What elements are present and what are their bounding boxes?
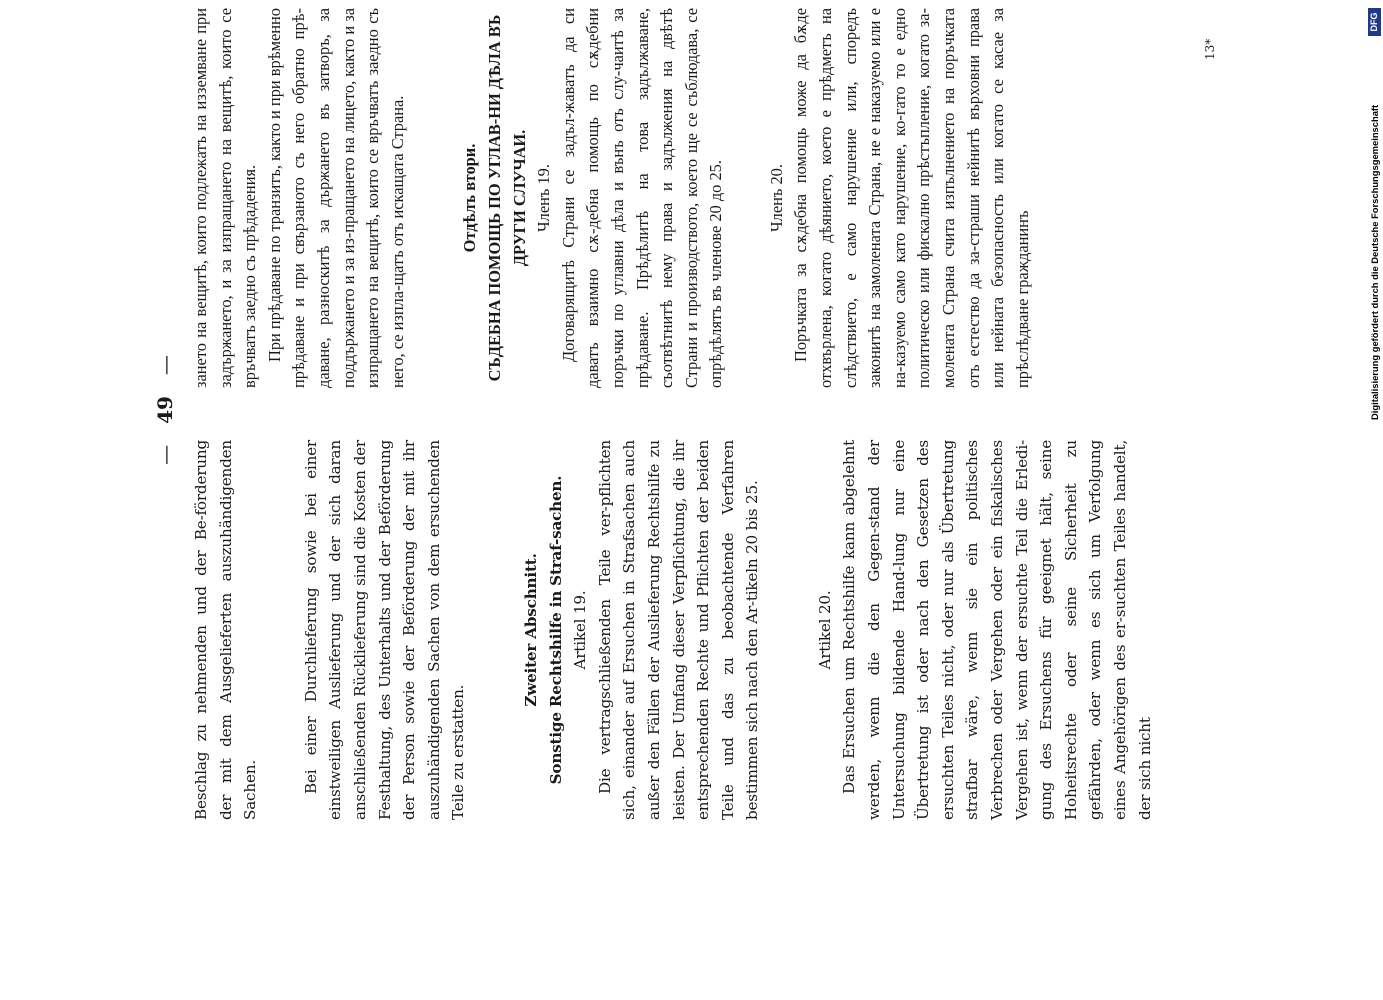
bulgarian-article-20-text: Поръчката за сѫдебна помощь може да бѫде отхвърлена, когато дѣянието, което е прѣдметъ на слѣдствието, е само нарушение или, споредъ законитѣ на замолената Страна, не е наказуемо или е на-казуемо само като нарушение, ко-гато то е едно политическо или фискално прѣстъпление, когато за-молената Страна счита изпълнението на поръчката отъ естество да за-страши нейнитѣ върховни права или нейната безопасность или когато се касае за прѣслѣдване гражданинъ	[791, 8, 1032, 388]
german-section-heading: Zweiter Abschnitt.	[521, 553, 540, 707]
bulgarian-section-heading: Отдѣлъ втори.	[460, 143, 480, 253]
dfg-logo-text: DFG	[1369, 12, 1379, 32]
german-section-title: Sonstige Rechtshilfe in Straf-sachen.	[546, 475, 565, 785]
page-header	[145, 0, 185, 820]
bulgarian-paragraph-2: При прѣдаване по транзитъ, както и при врѣменно прѣдаване и при свързаното съ него обратно прѣ-даване, разноскитѣ за държането въ затворъ, за поддържането и за из-пращането на лицето, както и за изпращането на вещитѣ, които се връчватъ заедно съ него, се изпла-щатъ отъ искащата Страна.	[264, 8, 407, 388]
german-article-19-heading: Artikel 19.	[571, 590, 590, 670]
page-number: 49	[153, 396, 177, 424]
german-paragraph-2: Bei einer Durchlieferung sowie bei einer einstweiligen Auslieferung und der sich daran anschließenden Rücklieferung sind die Kosten der Festhaltung, des Unterhalts und der Beförderung der Person sowie der Beförderung der mit ihr auszuhändigenden Sachen von dem ersuchenden Teile zu erstatten.	[301, 440, 468, 820]
dfg-logo-icon	[1368, 8, 1381, 36]
german-article-20-text: Das Ersuchen um Rechtshilfe kann abgelehnt werden, wenn die den Gegen-stand der Untersuchung bildende Hand-lung nur eine Übertretung ist oder nach den Gesetzen des ersuchten Teiles nicht, oder nur als Übertretung strafbar wäre, wenn sie ein politisches Verbrechen oder Vergehen oder ein fiskalisches Vergehen ist, wenn der ersuchte Teil die Erledi-gung des Ersuchens für geeignet hält, seine Hoheitsrechte oder seine Sicherheit zu gefährden, oder wenn es sich um Verfolgung eines Angehörigen des er-suchten Teiles handelt, der sich nicht	[840, 440, 1154, 820]
german-column	[189, 440, 1157, 820]
rotated-page-content	[145, 0, 1235, 820]
bulgarian-article-19-heading: Членъ 19.	[534, 164, 554, 232]
header-dash-right: —	[153, 355, 177, 376]
digitization-note: Digitalisierung gefördert durch die Deutsche Forschungsgemeinschaft	[1369, 104, 1380, 420]
german-paragraph-1: Beschlag zu nehmenden und der Be-förderung der mit dem Ausgelieferten auszuhändigenden Sachen.	[192, 440, 260, 820]
digitization-sidebar	[1368, 40, 1382, 420]
bulgarian-paragraph-1: зането на вещитѣ, които подлежатъ на изземване при задържането, и за изпращането на вещитѣ, които се връчватъ заедно съ прѣдадения.	[191, 8, 260, 388]
german-article-20-heading: Artikel 20.	[815, 590, 834, 670]
bulgarian-column	[189, 8, 1035, 388]
footer-signature-mark: 13*	[1203, 38, 1217, 60]
bulgarian-article-20-heading: Членъ 20.	[766, 164, 786, 232]
bulgarian-article-19-text: Договарящитѣ Страни се задъл-жаватъ да си даватъ взаимно сѫ-дебна помощь по сѫдебни поръчки по углавни дѣла и вънъ отъ слу-чаитѣ за прѣдаване. Прѣдѣлитѣ на това задължаване, съотвѣтнитѣ нему права и задължения на двѣтѣ Страни и производството, което ще се съблюдава, се опрѣдѣлятъ въ членове 20 до 25.	[558, 8, 726, 388]
bulgarian-section-title: СЪДЕБНА ПОМОЩЬ ПО УГЛАВ-НИ ДѢЛА ВЪ ДРУГИ СЛУЧАИ.	[484, 14, 529, 382]
german-article-19-text: Die vertragschließenden Teile ver-pflichten sich, einander auf Ersuchen in Strafsachen auch außer den Fällen der Auslieferung Rechtshilfe zu leisten. Der Umfang dieser Verpflichtung, die ihr entsprechenden Rechte und Pflichten der beiden Teile und das zu beobachtende Verfahren bestimmen sich nach den Ar-tikeln 20 bis 25.	[595, 440, 762, 820]
header-dash-left: —	[153, 444, 177, 465]
